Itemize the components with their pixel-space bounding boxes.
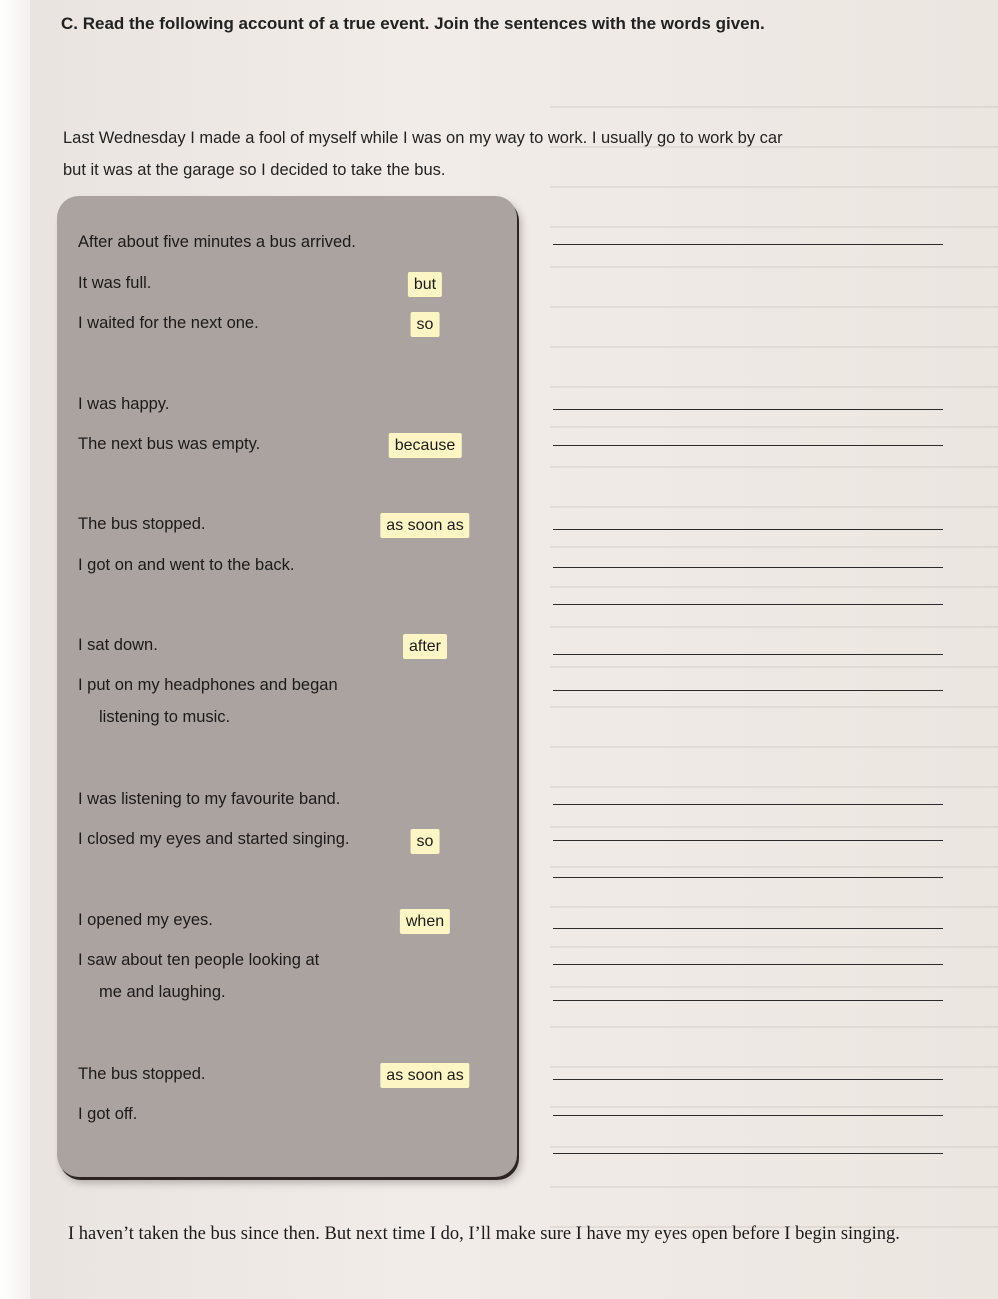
- sentence-13: [78, 944, 319, 1008]
- answer-line[interactable]: [553, 1115, 943, 1116]
- answer-line[interactable]: [553, 1153, 943, 1154]
- answer-line[interactable]: [553, 409, 943, 410]
- intro-line-1: Last Wednesday I made a fool of myself while I was on my way to work. I usually go to work by car: [63, 129, 783, 147]
- connector-because: because: [389, 433, 462, 458]
- answer-line[interactable]: [553, 840, 943, 841]
- answer-line[interactable]: [553, 604, 943, 605]
- sentence-13-line-2: me and laughing.: [99, 983, 226, 1001]
- connector-so: so: [411, 829, 440, 854]
- answer-line[interactable]: [553, 964, 943, 965]
- intro-line-2: but it was at the garage so I decided to take the bus.: [63, 161, 446, 179]
- exercise-instruction: C. Read the following account of a true event. Join the sentences with the words given.: [61, 14, 765, 33]
- sentence-6: The bus stopped.: [78, 515, 206, 533]
- answer-line[interactable]: [553, 690, 943, 691]
- connector-as-soon-as: as soon as: [380, 513, 469, 538]
- page-edge: [0, 0, 30, 1299]
- sentence-5: The next bus was empty.: [78, 435, 261, 453]
- sentence-13-line-1: I saw about ten people looking at: [78, 951, 320, 969]
- answer-line[interactable]: [553, 877, 943, 878]
- answer-line[interactable]: [553, 567, 943, 568]
- answer-line[interactable]: [553, 928, 943, 929]
- sentence-10: I was listening to my favourite band.: [78, 790, 341, 808]
- sentence-14: The bus stopped.: [78, 1065, 206, 1083]
- connector-but: but: [408, 272, 442, 297]
- sentence-7: I got on and went to the back.: [78, 556, 295, 574]
- answer-line[interactable]: [553, 654, 943, 655]
- answer-line[interactable]: [553, 445, 943, 446]
- show-through-text: [550, 80, 998, 1240]
- answer-line[interactable]: [553, 804, 943, 805]
- sentence-1: After about five minutes a bus arrived.: [78, 233, 356, 251]
- connector-after: after: [403, 634, 447, 659]
- connector-as-soon-as: as soon as: [380, 1063, 469, 1088]
- answer-line[interactable]: [553, 1079, 943, 1080]
- sentence-2: It was full.: [78, 274, 152, 292]
- sentence-8: I sat down.: [78, 636, 158, 654]
- sentence-11: I closed my eyes and started singing.: [78, 830, 350, 848]
- sentence-4: I was happy.: [78, 395, 170, 413]
- answer-line[interactable]: [553, 244, 943, 245]
- sentence-9-line-2: listening to music.: [99, 708, 231, 726]
- connector-so: so: [411, 312, 440, 337]
- sentence-9: [78, 669, 338, 733]
- sentence-12: I opened my eyes.: [78, 911, 213, 929]
- connector-when: when: [400, 909, 450, 934]
- sentence-15: I got off.: [78, 1105, 138, 1123]
- sentence-3: I waited for the next one.: [78, 314, 259, 332]
- sentence-9-line-1: I put on my headphones and began: [78, 676, 338, 694]
- answer-line[interactable]: [553, 1000, 943, 1001]
- answer-line[interactable]: [553, 529, 943, 530]
- story-closing: I haven’t taken the bus since then. But next time I do, I’ll make sure I have my eyes open before I begin singing.: [68, 1224, 900, 1244]
- story-intro: [63, 122, 883, 186]
